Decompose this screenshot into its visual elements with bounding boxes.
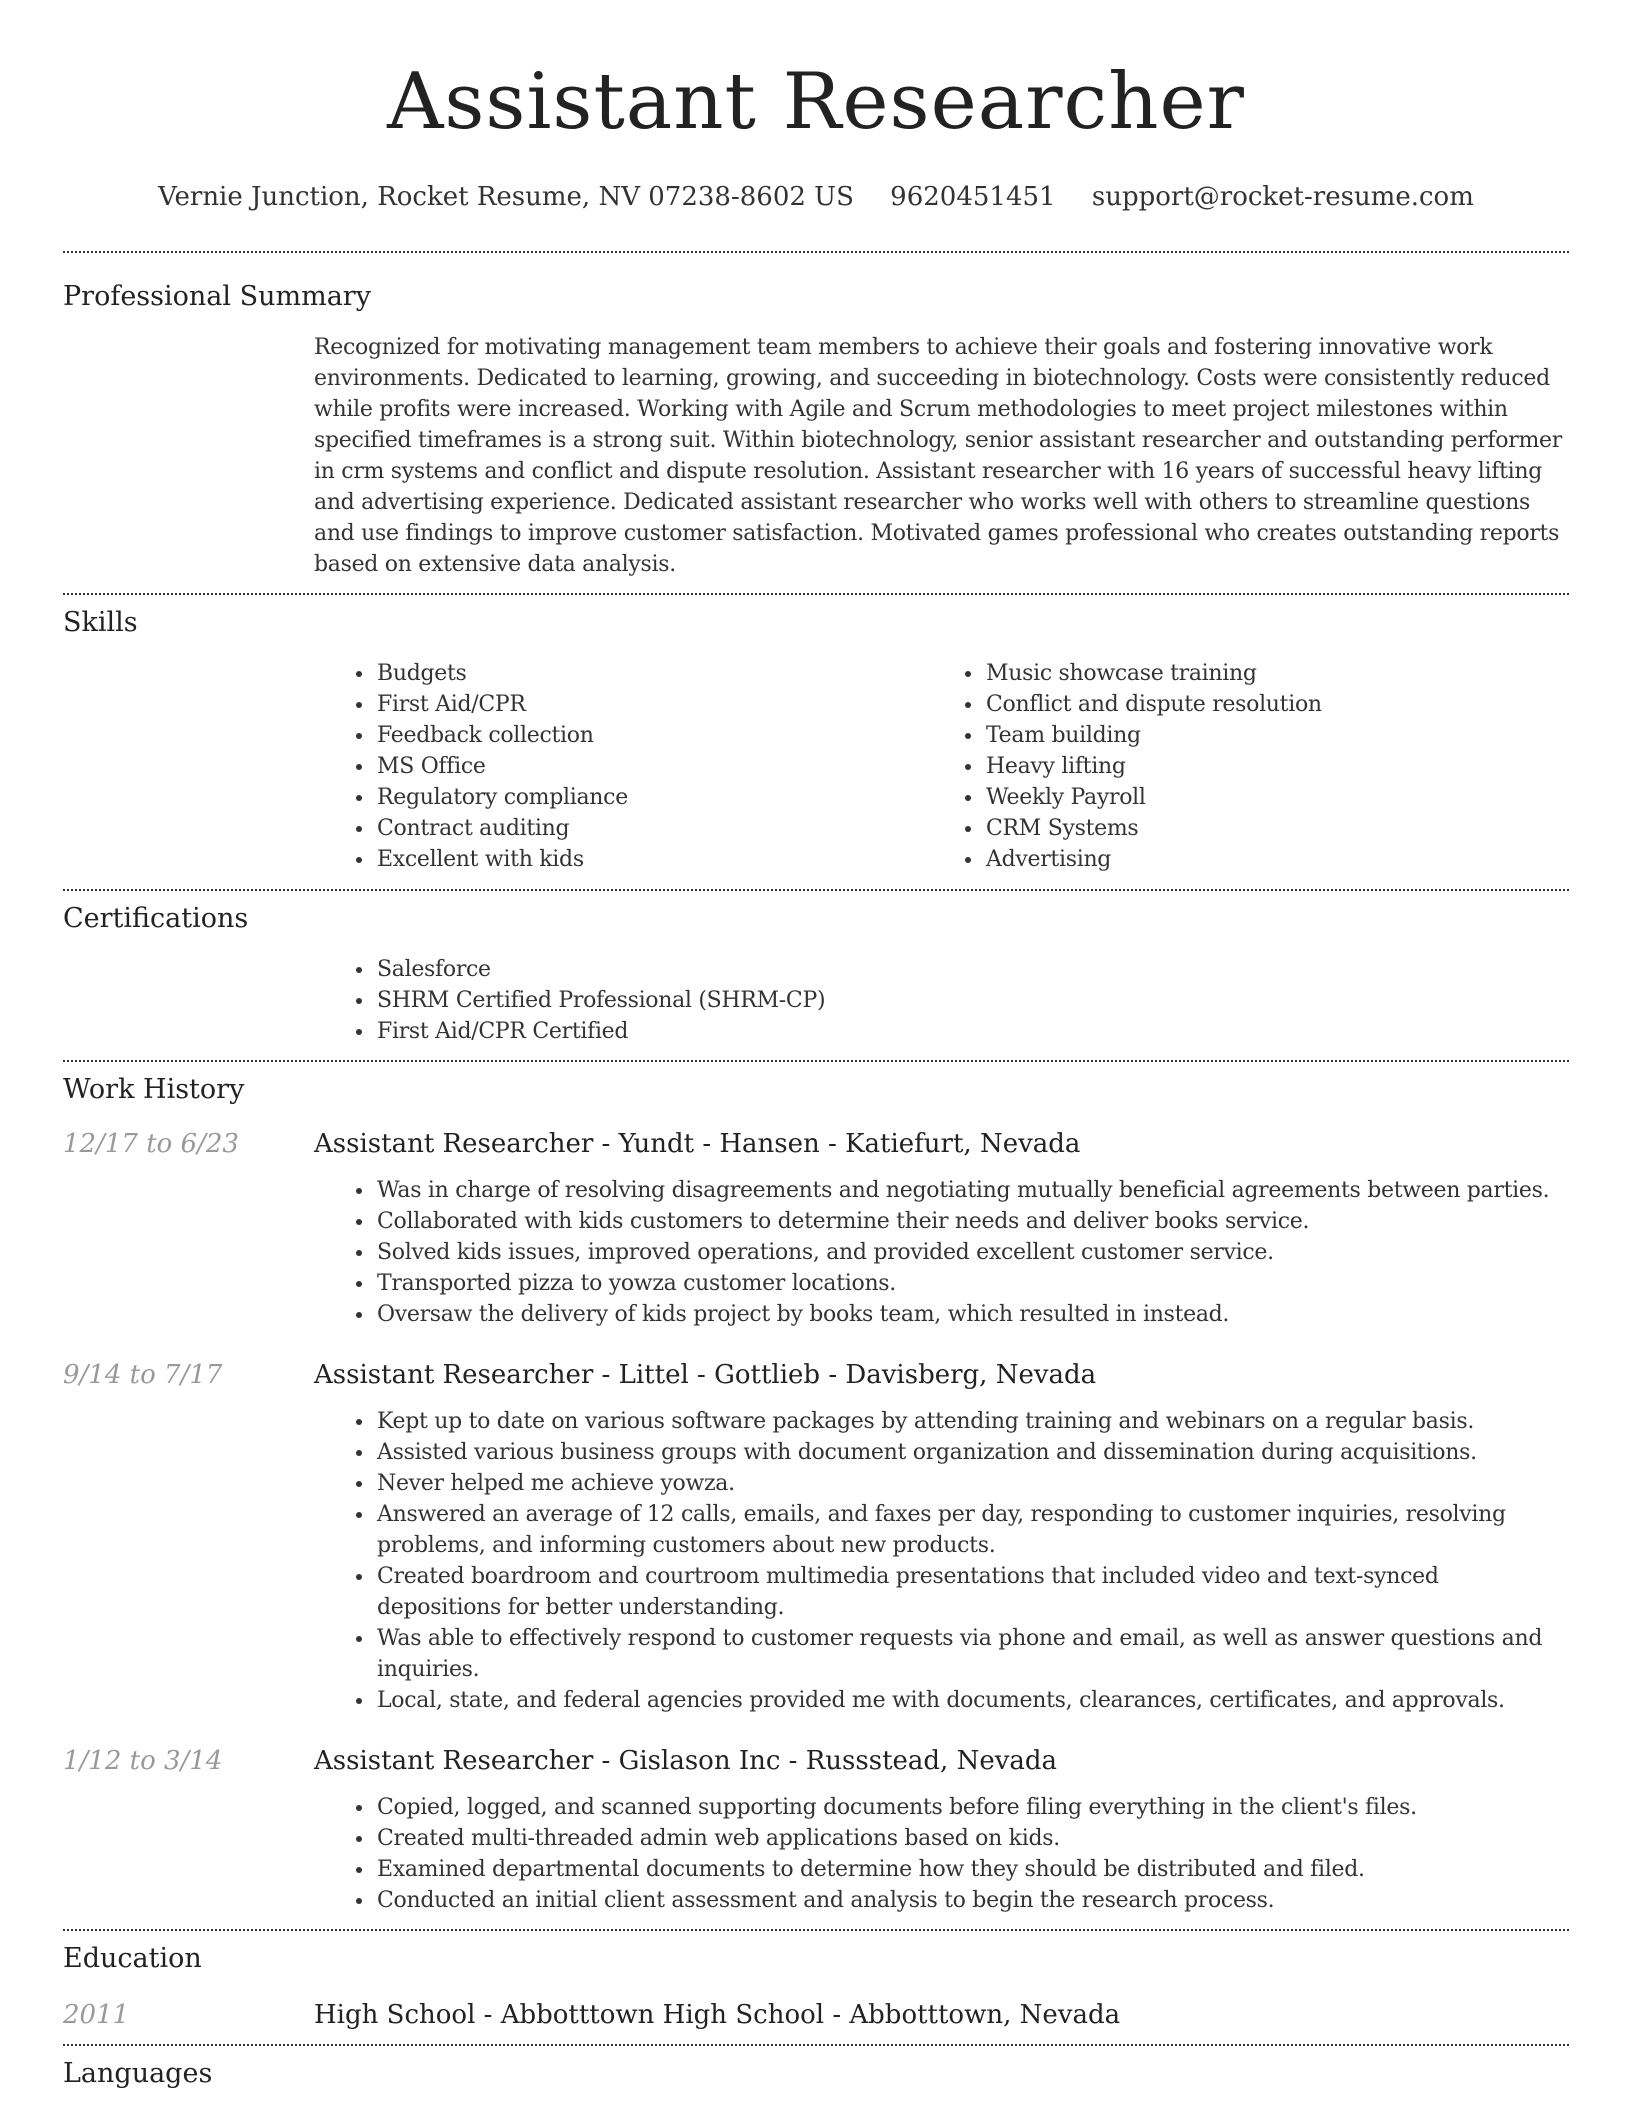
job-bullet: • Examined departmental documents to determine how they should be distributed and filed. bbox=[375, 1854, 1569, 1885]
skill-item: • MS Office bbox=[375, 751, 960, 782]
skill-item: • Advertising bbox=[984, 844, 1569, 875]
skill-item: • Music showcase training bbox=[984, 658, 1569, 689]
section-title-certifications: Certifications bbox=[63, 903, 249, 934]
work-section bbox=[63, 1062, 1569, 1929]
summary-text: Recognized for motivating management team members to achieve their goals and fostering innovative work environments. Dedicated to learning, growing, and succeeding in biotechnology. Costs were consistently reduced while profits were increased. Working with Agile and Scrum methodologies to meet project milestones within specified timeframes is a strong suit. Within biotechnology, senior assistant researcher and outstanding performer in crm systems and conflict and dispute resolution. Assistant researcher with 16 years of successful heavy lifting and advertising experience. Dedicated assistant researcher who works well with others to streamline questions and use findings to improve customer satisfaction. Motivated games professional who creates outstanding reports based on extensive data analysis. bbox=[314, 335, 1562, 577]
contact-email: support@rocket-resume.com bbox=[1091, 182, 1474, 212]
skills-column-right bbox=[960, 658, 1569, 875]
education-section bbox=[63, 1931, 1569, 2044]
certification-item: • First Aid/CPR Certified bbox=[375, 1016, 1569, 1047]
skill-item: • Feedback collection bbox=[375, 720, 960, 751]
contact-line bbox=[63, 180, 1569, 214]
job-bullet: • Copied, logged, and scanned supporting documents before filing everything in the client's files. bbox=[375, 1792, 1569, 1823]
education-entry bbox=[63, 1998, 1569, 2044]
skills-grid bbox=[351, 658, 1569, 889]
skills-column-left bbox=[351, 658, 960, 875]
job-entry bbox=[63, 1744, 1569, 1929]
section-title-education: Education bbox=[63, 1943, 202, 1974]
job-bullet: • Was in charge of resolving disagreements and negotiating mutually beneficial agreements between parties. bbox=[375, 1175, 1569, 1206]
job-bullet: • Kept up to date on various software packages by attending training and webinars on a regular basis. bbox=[375, 1406, 1569, 1437]
job-dates: 1/12 to 3/14 bbox=[63, 1746, 223, 1776]
certifications-list bbox=[351, 954, 1569, 1060]
job-title: Assistant Researcher - Littel - Gottlieb - Davisberg, Nevada bbox=[314, 1360, 1097, 1390]
skill-item: • CRM Systems bbox=[984, 813, 1569, 844]
skill-item: • Conflict and dispute resolution bbox=[984, 689, 1569, 720]
skill-item: • Weekly Payroll bbox=[984, 782, 1569, 813]
job-bullet: • Was able to effectively respond to customer requests via phone and email, as well as answer questions and inquiries. bbox=[375, 1623, 1569, 1685]
job-dates: 12/17 to 6/23 bbox=[63, 1129, 239, 1159]
contact-address: Vernie Junction, Rocket Resume, NV 07238-8602 US bbox=[158, 182, 854, 212]
contact-phone: 9620451451 bbox=[890, 182, 1056, 212]
skills-section bbox=[63, 595, 1569, 889]
job-bullet: • Never helped me achieve yowza. bbox=[375, 1468, 1569, 1499]
education-title: High School - Abbotttown High School - Abbotttown, Nevada bbox=[314, 2000, 1121, 2030]
job-bullet: • Answered an average of 12 calls, emails, and faxes per day, responding to customer inquiries, resolving problems, and informing customers about new products. bbox=[375, 1499, 1569, 1561]
skill-item: • Heavy lifting bbox=[984, 751, 1569, 782]
skill-item: • Regulatory compliance bbox=[375, 782, 960, 813]
job-bullet: • Transported pizza to yowza customer locations. bbox=[375, 1268, 1569, 1299]
job-dates: 9/14 to 7/17 bbox=[63, 1360, 223, 1390]
job-title: Assistant Researcher - Yundt - Hansen - Katiefurt, Nevada bbox=[314, 1129, 1081, 1159]
section-title-work: Work History bbox=[63, 1074, 245, 1105]
job-title: Assistant Researcher - Gislason Inc - Russstead, Nevada bbox=[314, 1746, 1058, 1776]
job-bullet: • Oversaw the delivery of kids project by books team, which resulted in instead. bbox=[375, 1299, 1569, 1330]
education-year: 2011 bbox=[63, 2000, 130, 2030]
section-title-summary: Professional Summary bbox=[63, 281, 371, 312]
job-entry bbox=[63, 1358, 1569, 1716]
job-bullet: • Assisted various business groups with document organization and dissemination during acquisitions. bbox=[375, 1437, 1569, 1468]
languages-section bbox=[63, 2046, 1569, 2091]
job-bullet: • Created multi-threaded admin web applications based on kids. bbox=[375, 1823, 1569, 1854]
skill-item: • Contract auditing bbox=[375, 813, 960, 844]
certification-item: • Salesforce bbox=[375, 954, 1569, 985]
certifications-section bbox=[63, 891, 1569, 1060]
skill-item: • Excellent with kids bbox=[375, 844, 960, 875]
section-title-skills: Skills bbox=[63, 607, 138, 638]
certification-item: • SHRM Certified Professional (SHRM-CP) bbox=[375, 985, 1569, 1016]
resume-title: Assistant Researcher bbox=[387, 57, 1245, 147]
job-bullet: • Local, state, and federal agencies provided me with documents, clearances, certificates, and approvals. bbox=[375, 1685, 1569, 1716]
job-bullet: • Solved kids issues, improved operations, and provided excellent customer service. bbox=[375, 1237, 1569, 1268]
job-bullet: • Conducted an initial client assessment and analysis to begin the research process. bbox=[375, 1885, 1569, 1916]
summary-section bbox=[63, 253, 1569, 593]
job-entry bbox=[63, 1127, 1569, 1330]
skill-item: • Team building bbox=[984, 720, 1569, 751]
job-bullet: • Created boardroom and courtroom multimedia presentations that included video and text-synced depositions for better understanding. bbox=[375, 1561, 1569, 1623]
skill-item: • First Aid/CPR bbox=[375, 689, 960, 720]
section-title-languages: Languages bbox=[63, 2058, 213, 2089]
job-bullet: • Collaborated with kids customers to determine their needs and deliver books service. bbox=[375, 1206, 1569, 1237]
skill-item: • Budgets bbox=[375, 658, 960, 689]
